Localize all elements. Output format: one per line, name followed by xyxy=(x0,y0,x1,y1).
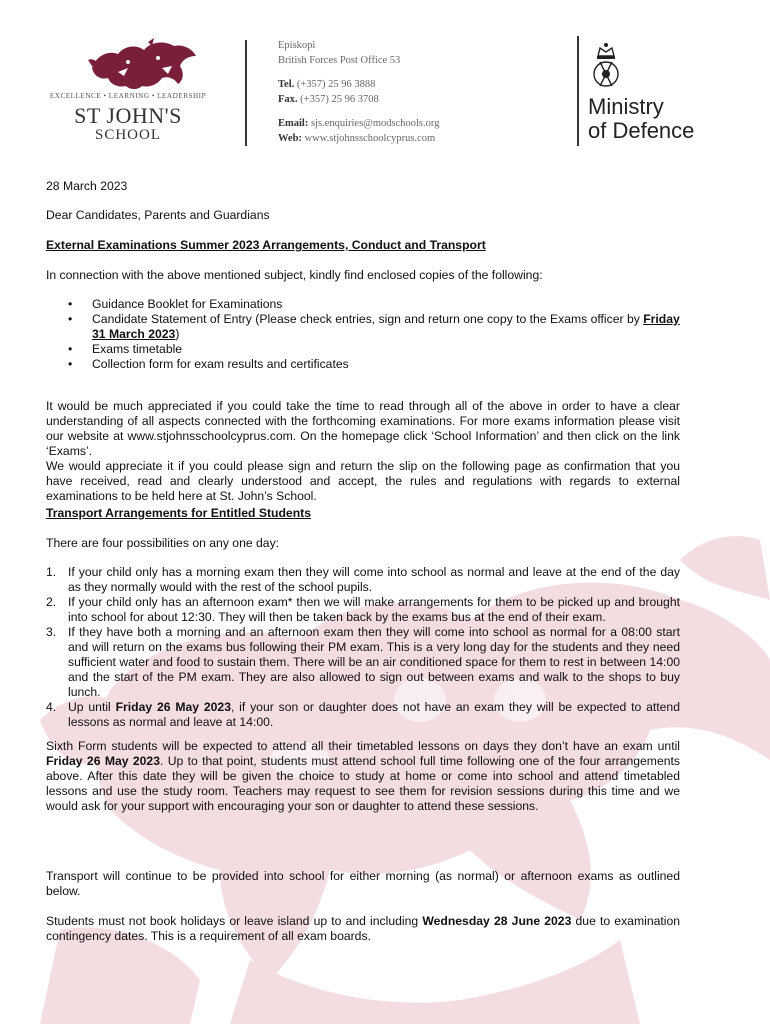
lion-crest-icon xyxy=(88,38,198,90)
email-value[interactable]: sjs.enquiries@modschools.org xyxy=(310,117,440,129)
fax-value: (+357) 25 96 3708 xyxy=(300,94,379,106)
email-line xyxy=(278,116,439,131)
web-label: Web: xyxy=(278,133,302,145)
school-name: ST JOHN'S xyxy=(74,103,182,128)
mod-crown-badge-icon xyxy=(586,40,626,94)
list-item: 1. If your child only has a morning exam then they will come into school as normal and leave at the end of the day as they normally would with the rest of the school pupils. xyxy=(46,565,680,594)
school-motto: EXCELLENCE • LEARNING • LEADERSHIP xyxy=(49,92,207,100)
fax-line xyxy=(278,92,439,107)
paragraph-transport-continue: Transport will continue to be provided into school for either morning (as normal) or afternoon exams as outlined below. xyxy=(46,869,680,899)
paragraph-sign-return: We would appreciate it if you could please sign and return the slip on the following page as confirmation that you have received, read and clearly understood and accept, the rules and regulations with regards to external examinations to be held here at St. John’s School. xyxy=(46,459,680,504)
paragraph-sixth-form: Sixth Form students will be expected to attend all their timetabled lessons on days they don’t have an exam until Friday 26 May 2023. Up to that point, students must attend school full time following one of the four arrangements above. After this date they will be given the choice to study at home or come into school and attend timetabled lessons and use the study room. Teachers may request to see them for revision sessions during this time and we would ask for your support with encouraging your son or daughter to attend these sessions. xyxy=(46,739,680,814)
fax-label: Fax. xyxy=(278,94,298,106)
paragraph-holidays: Students must not book holidays or leave island up to and including Wednesday 28 June 2023 due to examination contingency dates. This is a requirement of all exam boards. xyxy=(46,914,681,944)
transport-heading: Transport Arrangements for Entitled Students xyxy=(46,506,311,520)
salutation: Dear Candidates, Parents and Guardians xyxy=(46,208,270,222)
letter-heading: External Examinations Summer 2023 Arrangements, Conduct and Transport xyxy=(46,238,486,252)
mod-line-2: of Defence xyxy=(588,118,695,143)
web-value[interactable]: www.stjohnsschoolcyprus.com xyxy=(304,133,436,145)
list-item: 4. Up until Friday 26 May 2023, if your son or daughter does not have an exam they will be expected to attend lessons as normal and leave at 14:00. xyxy=(46,700,680,729)
list-item: • Exams timetable xyxy=(46,342,680,357)
header-divider-2 xyxy=(577,36,579,146)
web-line xyxy=(278,131,439,146)
letterhead xyxy=(0,0,770,160)
address-line-1: Episkopi xyxy=(278,40,316,51)
list-item: • Candidate Statement of Entry (Please check entries, sign and return one copy to the Exams officer by Friday 31 March 2023) xyxy=(46,312,680,342)
possibilities-text: There are four possibilities on any one day: xyxy=(46,536,280,550)
deadline-date: Friday 31 March 2023 xyxy=(92,312,680,341)
address-line-2: British Forces Post Office 53 xyxy=(278,55,401,67)
school-name-sub: SCHOOL xyxy=(94,127,161,143)
list-item: 2. If your child only has an afternoon exam* then we will make arrangements for them to be picked up and brought into school for about 12:30. They will then be taken back by the exams bus at the end of their exam. xyxy=(46,595,680,624)
letter-date: 28 March 2023 xyxy=(46,179,128,193)
mod-line-1: Ministry xyxy=(588,94,664,119)
tel-value: (+357) 25 96 3888 xyxy=(296,78,376,90)
enclosures-list xyxy=(46,297,680,372)
tel-label: Tel. xyxy=(278,78,295,90)
contact-details xyxy=(278,38,439,146)
paragraph-read-through: It would be much appreciated if you could take the time to read through all of the above in order to have a clear understanding of all aspects connected with the forthcoming examinations. For more exams information please visit our website at www.stjohnsschoolcyprus.com. On the homepage click ‘School Information’ and then click on the link ‘Exams’. xyxy=(46,399,680,459)
telephone-line xyxy=(278,77,439,92)
intro-text: In connection with the above mentioned subject, kindly find enclosed copies of the following: xyxy=(46,268,543,282)
email-label: Email: xyxy=(278,117,309,129)
list-item: 3. If they have both a morning and an afternoon exam then they will come into school as normal for a 08:00 start and will return on the exams bus following their PM exam. This is a very long day for the students and they need sufficient water and food to sustain them. There will be an air conditioned space for them to rest in between 14:00 and the start of the PM exam. They are also allowed to sign out between exams and walk to the shops to buy lunch. xyxy=(46,625,680,699)
header-divider xyxy=(245,40,247,146)
transport-options-list xyxy=(46,565,680,730)
list-item: • Guidance Booklet for Examinations xyxy=(46,297,680,312)
list-item: • Collection form for exam results and certificates xyxy=(46,357,680,372)
mod-logo-text xyxy=(588,95,694,143)
